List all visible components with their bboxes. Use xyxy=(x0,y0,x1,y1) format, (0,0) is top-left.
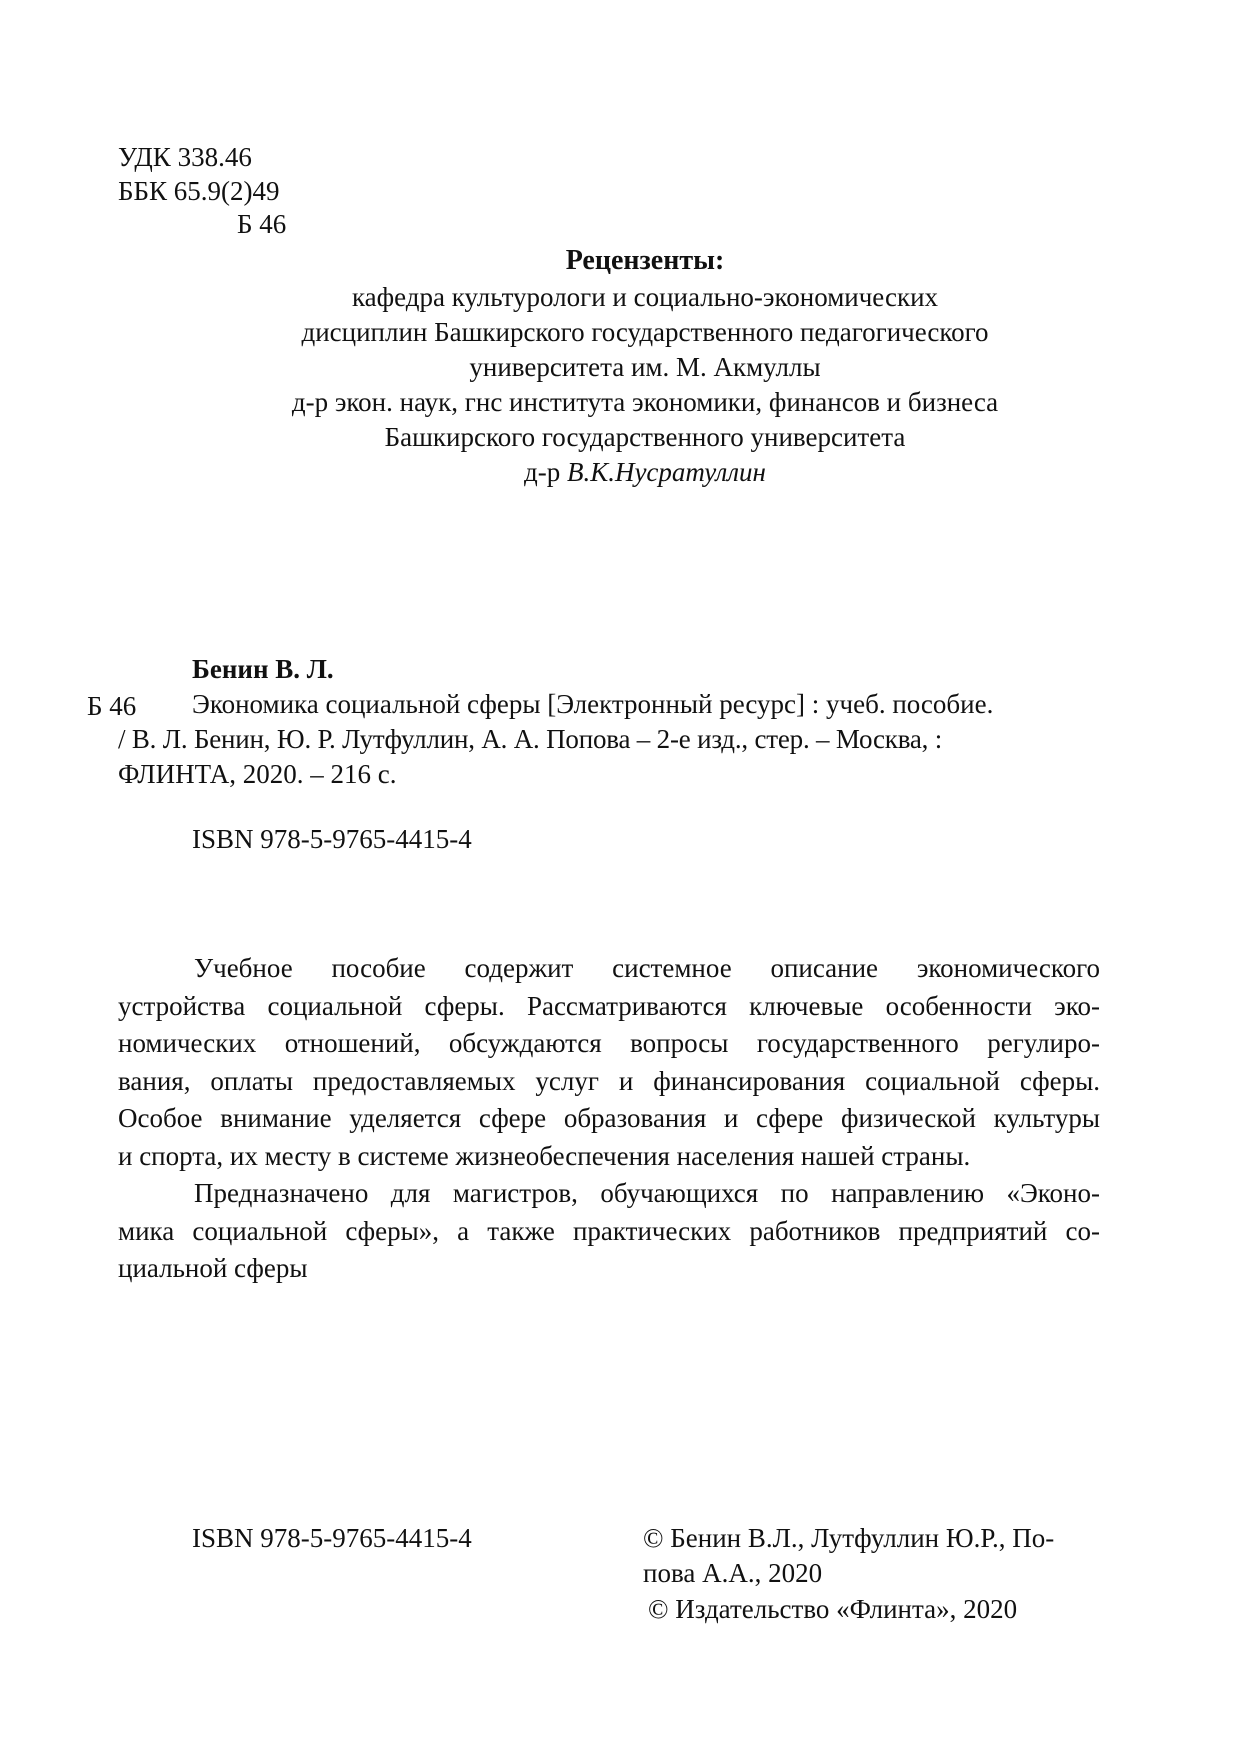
reviewer-line: университета им. М. Акмуллы xyxy=(469,352,821,382)
abstract-line: мика социальной сферы», а также практических работников предприятий со- xyxy=(118,1215,1100,1246)
bibliography-line-2: / В. Л. Бенин, Ю. Р. Лутфуллин, А. А. Попова – 2-е изд., стер. – Москва, : xyxy=(118,724,943,754)
reviewer-line: д-р экон. наук, гнс института экономики, финансов и бизнеса xyxy=(291,387,999,417)
copyright-authors: © Бенин В.Л., Лутфуллин Ю.Р., По- xyxy=(643,1523,1055,1553)
abstract-line: Предназначено для магистров, обучающихся по направлению «Эконо- xyxy=(194,1178,1100,1208)
book-author: Бенин В. Л. xyxy=(192,654,334,684)
reviewer-person xyxy=(0,456,1241,488)
bibliography-line-1: Экономика социальной сферы [Электронный ресурс] : учеб. пособие. xyxy=(192,689,994,719)
reviewer-line: дисциплин Башкирского государственного педагогического xyxy=(301,317,989,347)
reviewers-heading: Рецензенты: xyxy=(565,245,725,276)
bbk-code: ББК 65.9(2)49 xyxy=(118,176,280,206)
abstract-paragraph-2 xyxy=(118,1175,1100,1288)
author-mark: Б 46 xyxy=(237,209,287,239)
abstract-line: циальной сферы xyxy=(118,1253,308,1283)
footer-isbn: ISBN 978-5-9765-4415-4 xyxy=(192,1523,472,1553)
copyright-publisher: © Издательство «Флинта», 2020 xyxy=(648,1594,1018,1624)
abstract-line: Особое внимание уделяется сфере образования и сфере физической культуры xyxy=(118,1103,1100,1133)
abstract-line: вания, оплаты предоставляемых услуг и финансирования социальной сферы. xyxy=(118,1065,1100,1096)
reviewer-line: Башкирского государственного университета xyxy=(384,422,906,452)
abstract-paragraph-1 xyxy=(118,950,1100,1175)
udk-code: УДК 338.46 xyxy=(118,142,252,172)
reviewer-name: В.К.Нусратуллин xyxy=(567,457,766,487)
bibliography-mark: Б 46 xyxy=(87,691,137,721)
reviewer-degree: д-р xyxy=(524,457,568,487)
bibliography-isbn: ISBN 978-5-9765-4415-4 xyxy=(192,824,472,854)
abstract-line: устройства социальной сферы. Рассматриваются ключевые особенности эко- xyxy=(118,990,1100,1021)
abstract-line: номических отношений, обсуждаются вопросы государственного регулиро- xyxy=(118,1028,1100,1058)
copyright-authors-cont: пова А.А., 2020 xyxy=(643,1558,823,1588)
reviewer-line: кафедра культурологи и социально-экономических xyxy=(351,282,939,312)
abstract-line: Учебное пособие содержит системное описание экономического xyxy=(194,953,1100,983)
abstract-line: и спорта, их месту в системе жизнеобеспечения населения нашей страны. xyxy=(118,1140,971,1171)
bibliography-line-3: ФЛИНТА, 2020. – 216 с. xyxy=(118,759,397,789)
